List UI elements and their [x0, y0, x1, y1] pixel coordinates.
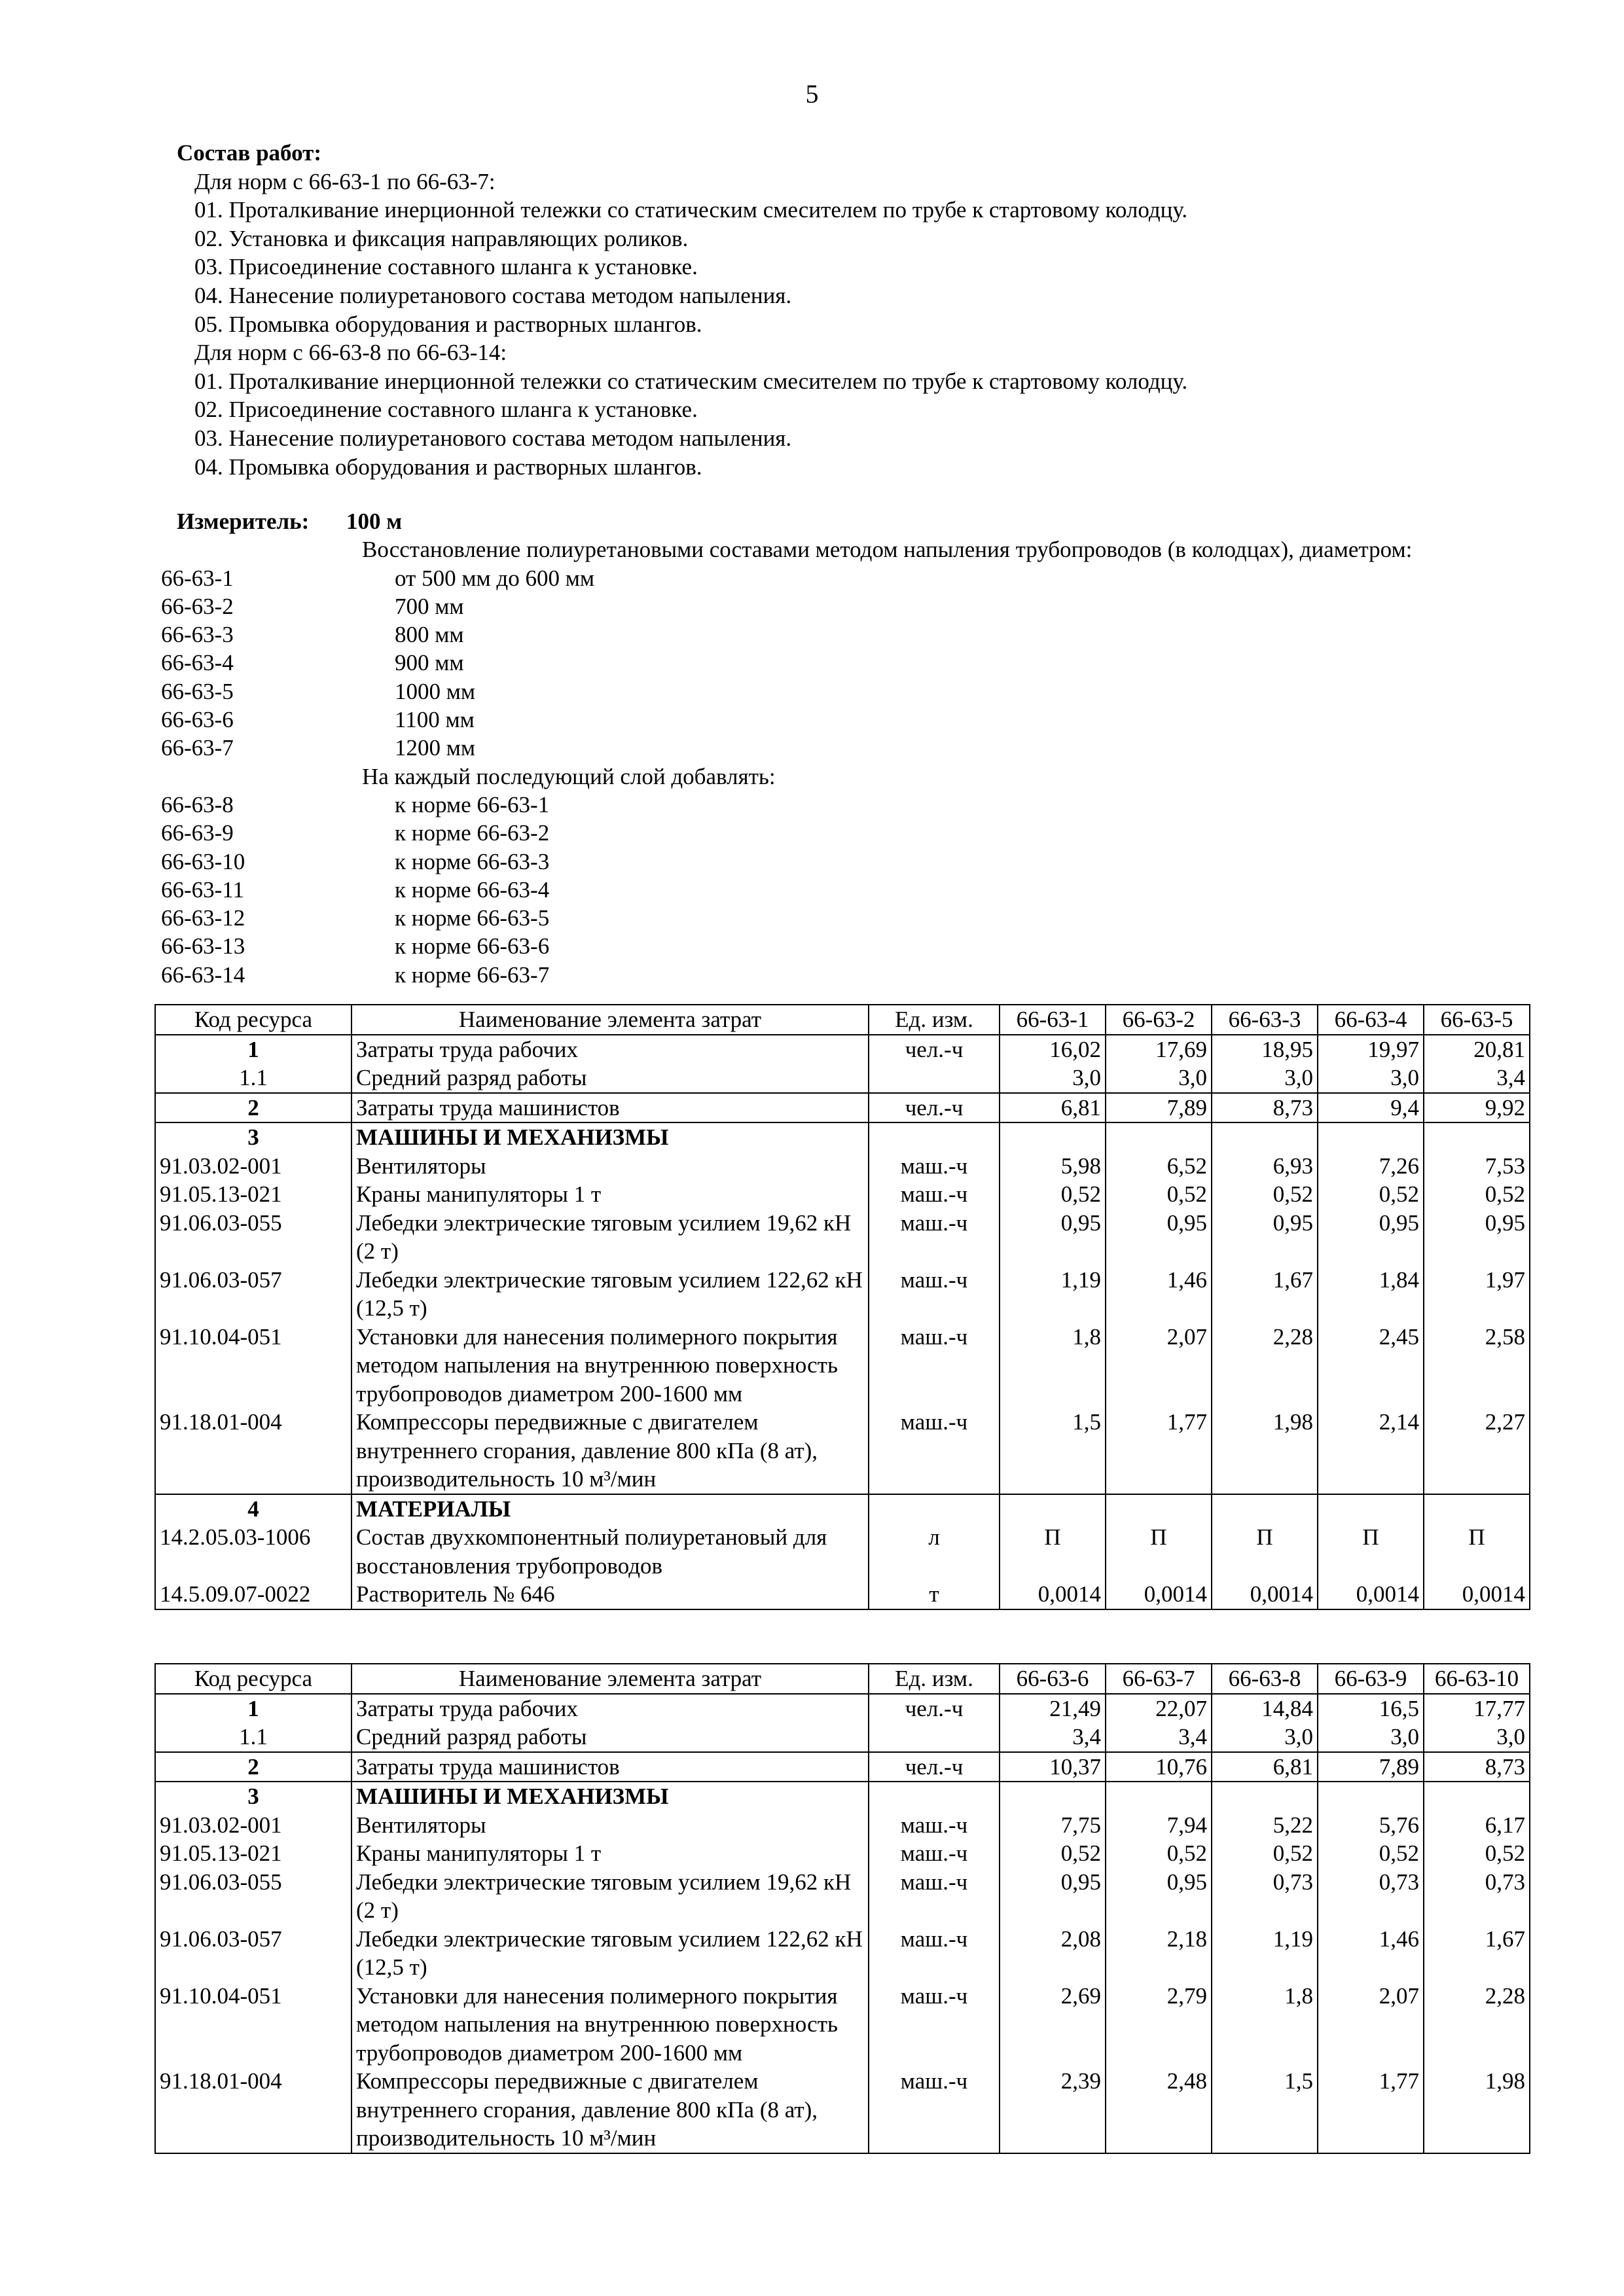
resource-code: 2 — [155, 1093, 352, 1123]
resource-value: 22,07 — [1106, 1694, 1212, 1723]
resource-value: 0,52 — [1424, 1839, 1530, 1868]
header-norm: 66-63-6 — [1000, 1664, 1106, 1694]
resource-code: 91.10.04-051 — [155, 1982, 352, 2068]
resource-code: 91.06.03-055 — [155, 1868, 352, 1925]
resource-value — [1106, 1122, 1212, 1152]
resource-table-2 — [154, 1663, 1530, 2154]
table-row — [155, 1811, 1530, 1840]
resource-value: 1,97 — [1424, 1266, 1530, 1323]
resource-unit: маш.-ч — [869, 1152, 1000, 1181]
resource-name: Затраты труда рабочих — [352, 1035, 869, 1064]
norm-row — [161, 734, 1536, 762]
resource-value: 2,48 — [1106, 2067, 1212, 2153]
resource-value: 19,97 — [1318, 1035, 1424, 1064]
resource-value: 6,81 — [1212, 1752, 1318, 1782]
resource-value: 0,52 — [1318, 1839, 1424, 1868]
resource-value: 9,92 — [1424, 1093, 1530, 1123]
header-norm: 66-63-7 — [1106, 1664, 1212, 1694]
resource-unit: маш.-ч — [869, 1408, 1000, 1494]
resource-value: 14,84 — [1212, 1694, 1318, 1723]
resource-value: 6,81 — [1000, 1093, 1106, 1123]
resource-value: 17,77 — [1424, 1694, 1530, 1723]
norm-row — [161, 620, 1536, 649]
resource-value: 0,95 — [1106, 1868, 1212, 1925]
table-row — [155, 1868, 1530, 1925]
resource-value: 2,45 — [1318, 1323, 1424, 1408]
resource-value: 3,4 — [1000, 1723, 1106, 1752]
resource-name: Растворитель № 646 — [352, 1580, 869, 1609]
norm-row — [161, 932, 1536, 960]
resource-value: 3,0 — [1318, 1064, 1424, 1093]
resource-name: Краны манипуляторы 1 т — [352, 1839, 869, 1868]
work-line: 01. Проталкивание инерционной тележки со статическим смесителем по трубе к стартовому колодцу. — [194, 197, 1188, 223]
resource-unit: маш.-ч — [869, 1839, 1000, 1868]
header-norm: 66-63-5 — [1424, 1005, 1530, 1035]
resource-value: П — [1000, 1523, 1106, 1580]
resource-value: 2,39 — [1000, 2067, 1106, 2153]
resource-value — [1000, 1122, 1106, 1152]
resource-name: Компрессоры передвижные с двигателем внутреннего сгорания, давление 800 кПа (8 ат), производительность 10 м³/мин — [352, 2067, 869, 2153]
resource-value: 1,19 — [1212, 1925, 1318, 1982]
resource-value: П — [1106, 1523, 1212, 1580]
norm-code: 66-63-12 — [161, 905, 245, 931]
resource-value: 0,0014 — [1212, 1580, 1318, 1609]
norm-text: к норме 66-63-3 — [395, 848, 550, 874]
resource-value: 1,77 — [1106, 1408, 1212, 1494]
resource-value: 2,28 — [1212, 1323, 1318, 1408]
resource-unit: чел.-ч — [869, 1035, 1000, 1064]
measurer-label: Измеритель: — [177, 509, 310, 534]
norm-text: 700 мм — [395, 593, 464, 619]
work-line: 02. Установка и фиксация направляющих роликов. — [194, 225, 689, 251]
resource-name: Установки для нанесения полимерного покрытия методом напыления на внутреннюю поверхность трубопроводов диаметром 200-1600 мм — [352, 1982, 869, 2068]
norm-code: 66-63-4 — [161, 650, 234, 676]
resource-value: 2,27 — [1424, 1408, 1530, 1494]
resource-value: 1,84 — [1318, 1266, 1424, 1323]
work-line: 04. Промывка оборудования и растворных шлангов. — [194, 454, 702, 480]
resource-value — [1106, 1782, 1212, 1811]
table-row — [155, 1035, 1530, 1064]
norm-row — [161, 848, 1536, 876]
resource-value — [1424, 1494, 1530, 1524]
resource-value: 2,28 — [1424, 1982, 1530, 2068]
resource-name: Состав двухкомпонентный полиуретановый для восстановления трубопроводов — [352, 1523, 869, 1580]
resource-value: 2,08 — [1000, 1925, 1106, 1982]
resource-unit: маш.-ч — [869, 2067, 1000, 2153]
table-row — [155, 1839, 1530, 1868]
resource-value — [1424, 1782, 1530, 1811]
table-row — [155, 1323, 1530, 1408]
resource-value: 0,73 — [1424, 1868, 1530, 1925]
resource-unit — [869, 1122, 1000, 1152]
norm-text: к норме 66-63-2 — [395, 820, 550, 846]
resource-name: Лебедки электрические тяговым усилием 122,62 кН (12,5 т) — [352, 1266, 869, 1323]
resource-code: 91.03.02-001 — [155, 1152, 352, 1181]
resource-unit — [869, 1782, 1000, 1811]
table-row — [155, 1925, 1530, 1982]
norm-row — [161, 677, 1536, 706]
header-name: Наименование элемента затрат — [352, 1005, 869, 1035]
resource-value: 0,73 — [1318, 1868, 1424, 1925]
resource-value: 1,67 — [1212, 1266, 1318, 1323]
resource-code: 91.10.04-051 — [155, 1323, 352, 1408]
measurer-spacer — [161, 535, 362, 564]
resource-code: 91.05.13-021 — [155, 1839, 352, 1868]
resource-code: 14.5.09.07-0022 — [155, 1580, 352, 1609]
table-row — [155, 1723, 1530, 1752]
resource-value: 0,52 — [1424, 1180, 1530, 1209]
resource-table-1 — [154, 1004, 1530, 1610]
norm-code: 66-63-7 — [161, 735, 234, 761]
norm-code: 66-63-2 — [161, 593, 234, 619]
header-code: Код ресурса — [155, 1664, 352, 1694]
norm-text: 900 мм — [395, 650, 464, 676]
resource-value: 0,95 — [1106, 1209, 1212, 1266]
norm-text: к норме 66-63-6 — [395, 933, 550, 960]
resource-value — [1318, 1122, 1424, 1152]
norm-code: 66-63-3 — [161, 622, 234, 648]
table-row — [155, 2067, 1530, 2153]
work-title: Состав работ: — [177, 140, 321, 166]
table-row — [155, 1266, 1530, 1323]
header-norm: 66-63-4 — [1318, 1005, 1424, 1035]
measurer-block — [161, 507, 1536, 989]
resource-value: 0,95 — [1318, 1209, 1424, 1266]
norm-code: 66-63-10 — [161, 848, 245, 874]
resource-code: 14.2.05.03-1006 — [155, 1523, 352, 1580]
resource-value: 0,52 — [1000, 1180, 1106, 1209]
resource-unit — [869, 1723, 1000, 1752]
resource-value: 3,0 — [1212, 1723, 1318, 1752]
resource-value: 2,07 — [1318, 1982, 1424, 2068]
norm-row — [161, 649, 1536, 677]
resource-value: 21,49 — [1000, 1694, 1106, 1723]
resource-value: 3,0 — [1318, 1723, 1424, 1752]
resource-name: Затраты труда машинистов — [352, 1752, 869, 1782]
norm-code: 66-63-13 — [161, 933, 245, 960]
table-row — [155, 1782, 1530, 1811]
resource-code: 4 — [155, 1494, 352, 1524]
resource-value: 0,95 — [1000, 1868, 1106, 1925]
table-row — [155, 1580, 1530, 1609]
table-row — [155, 1494, 1530, 1524]
resource-unit: маш.-ч — [869, 1811, 1000, 1840]
norm-code: 66-63-11 — [161, 876, 245, 903]
resource-value: 2,18 — [1106, 1925, 1212, 1982]
header-norm: 66-63-3 — [1212, 1005, 1318, 1035]
resource-name: МАТЕРИАЛЫ — [352, 1494, 869, 1524]
resource-value: 1,98 — [1212, 1408, 1318, 1494]
resource-name: Затраты труда рабочих — [352, 1694, 869, 1723]
resource-name: Краны манипуляторы 1 т — [352, 1180, 869, 1209]
resource-value: 1,67 — [1424, 1925, 1530, 1982]
resource-value: 1,77 — [1318, 2067, 1424, 2153]
work-line: 02. Присоединение составного шланга к установке. — [194, 397, 698, 423]
measurer-row — [161, 507, 1536, 535]
resource-value: 3,0 — [1000, 1064, 1106, 1093]
resource-name: Установки для нанесения полимерного покрытия методом напыления на внутреннюю поверхность трубопроводов диаметром 200-1600 мм — [352, 1323, 869, 1408]
table-row — [155, 1752, 1530, 1782]
table-row — [155, 1694, 1530, 1723]
norm-row — [161, 904, 1536, 932]
measurer-subheader: На каждый последующий слой добавлять: — [362, 763, 776, 789]
header-norm: 66-63-2 — [1106, 1005, 1212, 1035]
table-row — [155, 1093, 1530, 1123]
resource-value: 7,75 — [1000, 1811, 1106, 1840]
norm-code: 66-63-6 — [161, 707, 234, 733]
resource-value: 0,52 — [1212, 1180, 1318, 1209]
resource-unit: маш.-ч — [869, 1982, 1000, 2068]
norm-text: к норме 66-63-1 — [395, 791, 550, 817]
resource-code: 91.18.01-004 — [155, 1408, 352, 1494]
header-norm: 66-63-1 — [1000, 1005, 1106, 1035]
measurer-value: 100 м — [346, 509, 403, 534]
resource-value: 20,81 — [1424, 1035, 1530, 1064]
header-norm: 66-63-8 — [1212, 1664, 1318, 1694]
resource-value: 3,0 — [1212, 1064, 1318, 1093]
resource-value: 7,89 — [1318, 1752, 1424, 1782]
norm-code: 66-63-1 — [161, 565, 234, 591]
resource-value: 16,5 — [1318, 1694, 1424, 1723]
resource-code: 91.18.01-004 — [155, 2067, 352, 2153]
resource-value: 3,0 — [1106, 1064, 1212, 1093]
resource-value: 2,58 — [1424, 1323, 1530, 1408]
resource-value: 5,22 — [1212, 1811, 1318, 1840]
resource-unit: маш.-ч — [869, 1266, 1000, 1323]
resource-value: 1,46 — [1318, 1925, 1424, 1982]
norm-text: к норме 66-63-5 — [395, 905, 550, 931]
measurer-row — [161, 762, 1536, 791]
resource-value: П — [1212, 1523, 1318, 1580]
resource-code: 91.05.13-021 — [155, 1180, 352, 1209]
resource-code: 3 — [155, 1782, 352, 1811]
work-line: 04. Нанесение полиуретанового состава методом напыления. — [194, 282, 792, 308]
resource-value — [1000, 1494, 1106, 1524]
norm-text: к норме 66-63-4 — [395, 876, 550, 903]
resource-value: 1,5 — [1212, 2067, 1318, 2153]
measurer-description: Восстановление полиуретановыми составами методом напыления трубопроводов (в колодцах), диаметром: — [362, 537, 1413, 563]
table-row — [155, 1209, 1530, 1266]
table-row — [155, 1122, 1530, 1152]
resource-value: 0,0014 — [1424, 1580, 1530, 1609]
work-line: 03. Нанесение полиуретанового состава методом напыления. — [194, 425, 792, 451]
norm-row — [161, 592, 1536, 620]
resource-value: 3,4 — [1424, 1064, 1530, 1093]
resource-code: 91.03.02-001 — [155, 1811, 352, 1840]
resource-value: 17,69 — [1106, 1035, 1212, 1064]
resource-value: 0,52 — [1106, 1180, 1212, 1209]
resource-unit — [869, 1494, 1000, 1524]
resource-code: 1.1 — [155, 1064, 352, 1093]
resource-unit: чел.-ч — [869, 1093, 1000, 1123]
resource-value: 2,79 — [1106, 1982, 1212, 2068]
work-line: 05. Промывка оборудования и растворных шлангов. — [194, 311, 702, 337]
resource-value: 0,0014 — [1318, 1580, 1424, 1609]
resource-unit: чел.-ч — [869, 1752, 1000, 1782]
norm-row — [161, 706, 1536, 734]
resource-name: Лебедки электрические тяговым усилием 19,62 кН (2 т) — [352, 1868, 869, 1925]
resource-value — [1212, 1122, 1318, 1152]
resource-value: 6,17 — [1424, 1811, 1530, 1840]
resource-value: П — [1424, 1523, 1530, 1580]
resource-unit: маш.-ч — [869, 1209, 1000, 1266]
resource-unit: т — [869, 1580, 1000, 1609]
resource-unit: чел.-ч — [869, 1694, 1000, 1723]
work-line: Для норм с 66-63-1 по 66-63-7: — [194, 168, 496, 194]
resource-value — [1106, 1494, 1212, 1524]
norm-row — [161, 791, 1536, 819]
resource-value: 2,69 — [1000, 1982, 1106, 2068]
norm-code: 66-63-8 — [161, 791, 234, 817]
resource-unit: маш.-ч — [869, 1925, 1000, 1982]
resource-value: 0,95 — [1000, 1209, 1106, 1266]
header-name: Наименование элемента затрат — [352, 1664, 869, 1694]
norm-text: к норме 66-63-7 — [395, 961, 550, 988]
resource-value: 0,0014 — [1106, 1580, 1212, 1609]
resource-unit: маш.-ч — [869, 1868, 1000, 1925]
resource-value: 8,73 — [1424, 1752, 1530, 1782]
resource-value: 0,52 — [1000, 1839, 1106, 1868]
norm-row — [161, 564, 1536, 592]
resource-value: 0,95 — [1424, 1209, 1530, 1266]
norm-row — [161, 819, 1536, 847]
resource-value — [1318, 1494, 1424, 1524]
resource-value: 7,53 — [1424, 1152, 1530, 1181]
resource-name: Вентиляторы — [352, 1811, 869, 1840]
resource-value: 1,8 — [1000, 1323, 1106, 1408]
resource-value: 1,19 — [1000, 1266, 1106, 1323]
resource-value: 1,5 — [1000, 1408, 1106, 1494]
resource-code: 1 — [155, 1694, 352, 1723]
resource-value: 5,98 — [1000, 1152, 1106, 1181]
resource-value: 8,73 — [1212, 1093, 1318, 1123]
header-code: Код ресурса — [155, 1005, 352, 1035]
norm-row — [161, 961, 1536, 989]
page-number: 5 — [805, 79, 819, 109]
resource-value: 2,07 — [1106, 1323, 1212, 1408]
resource-code: 2 — [155, 1752, 352, 1782]
resource-value: 0,95 — [1212, 1209, 1318, 1266]
table-row — [155, 1152, 1530, 1181]
header-unit: Ед. изм. — [869, 1005, 1000, 1035]
resource-value — [1318, 1782, 1424, 1811]
norm-row — [161, 876, 1536, 904]
resource-value: 16,02 — [1000, 1035, 1106, 1064]
resource-value — [1212, 1494, 1318, 1524]
resource-value: 0,52 — [1318, 1180, 1424, 1209]
table-header-row — [155, 1664, 1530, 1694]
resource-value: П — [1318, 1523, 1424, 1580]
work-composition — [161, 139, 1536, 481]
resource-value: 0,52 — [1212, 1839, 1318, 1868]
resource-value: 1,8 — [1212, 1982, 1318, 2068]
norm-text: 1100 мм — [395, 707, 475, 733]
resource-value: 7,26 — [1318, 1152, 1424, 1181]
resource-value: 1,46 — [1106, 1266, 1212, 1323]
resource-code: 91.06.03-057 — [155, 1266, 352, 1323]
resource-name: Вентиляторы — [352, 1152, 869, 1181]
norm-text: 800 мм — [395, 622, 464, 648]
resource-value: 2,14 — [1318, 1408, 1424, 1494]
resource-value: 1,98 — [1424, 2067, 1530, 2153]
resource-value: 0,0014 — [1000, 1580, 1106, 1609]
norm-code: 66-63-5 — [161, 678, 234, 704]
table-row — [155, 1523, 1530, 1580]
resource-value: 7,89 — [1106, 1093, 1212, 1123]
resource-value: 7,94 — [1106, 1811, 1212, 1840]
resource-unit: л — [869, 1523, 1000, 1580]
resource-name: Лебедки электрические тяговым усилием 122,62 кН (12,5 т) — [352, 1925, 869, 1982]
resource-value — [1424, 1122, 1530, 1152]
resource-name: Лебедки электрические тяговым усилием 19,62 кН (2 т) — [352, 1209, 869, 1266]
resource-value — [1000, 1782, 1106, 1811]
resource-name: МАШИНЫ И МЕХАНИЗМЫ — [352, 1782, 869, 1811]
norm-text: 1200 мм — [395, 735, 476, 761]
table-header-row — [155, 1005, 1530, 1035]
table-row — [155, 1180, 1530, 1209]
norm-text: 1000 мм — [395, 678, 476, 704]
resource-value: 10,37 — [1000, 1752, 1106, 1782]
header-norm: 66-63-9 — [1318, 1664, 1424, 1694]
resource-unit — [869, 1064, 1000, 1093]
norm-code: 66-63-9 — [161, 820, 234, 846]
resource-value: 6,52 — [1106, 1152, 1212, 1181]
resource-name: Средний разряд работы — [352, 1064, 869, 1093]
resource-unit: маш.-ч — [869, 1180, 1000, 1209]
resource-code: 3 — [155, 1122, 352, 1152]
measurer-row — [161, 535, 1536, 564]
resource-code: 91.06.03-057 — [155, 1925, 352, 1982]
resource-value: 18,95 — [1212, 1035, 1318, 1064]
resource-code: 1.1 — [155, 1723, 352, 1752]
resource-value: 3,0 — [1424, 1723, 1530, 1752]
resource-value: 0,52 — [1106, 1839, 1212, 1868]
resource-name: Компрессоры передвижные с двигателем внутреннего сгорания, давление 800 кПа (8 ат), производительность 10 м³/мин — [352, 1408, 869, 1494]
work-line: Для норм с 66-63-8 по 66-63-14: — [194, 340, 507, 366]
resource-unit: маш.-ч — [869, 1323, 1000, 1408]
resource-value — [1212, 1782, 1318, 1811]
resource-value: 3,4 — [1106, 1723, 1212, 1752]
work-line: 03. Присоединение составного шланга к установке. — [194, 254, 698, 280]
resource-name: Затраты труда машинистов — [352, 1093, 869, 1123]
table-row — [155, 1064, 1530, 1093]
resource-code: 1 — [155, 1035, 352, 1064]
resource-name: МАШИНЫ И МЕХАНИЗМЫ — [352, 1122, 869, 1152]
resource-code: 91.06.03-055 — [155, 1209, 352, 1266]
measurer-spacer — [161, 762, 362, 791]
header-unit: Ед. изм. — [869, 1664, 1000, 1694]
table-row — [155, 1408, 1530, 1494]
resource-value: 5,76 — [1318, 1811, 1424, 1840]
norm-text: от 500 мм до 600 мм — [395, 565, 594, 591]
table-row — [155, 1982, 1530, 2068]
norm-code: 66-63-14 — [161, 961, 245, 988]
resource-name: Средний разряд работы — [352, 1723, 869, 1752]
work-line: 01. Проталкивание инерционной тележки со статическим смесителем по трубе к стартовому колодцу. — [194, 368, 1188, 394]
resource-value: 9,4 — [1318, 1093, 1424, 1123]
resource-value: 6,93 — [1212, 1152, 1318, 1181]
resource-value: 10,76 — [1106, 1752, 1212, 1782]
header-norm: 66-63-10 — [1424, 1664, 1530, 1694]
resource-value: 0,73 — [1212, 1868, 1318, 1925]
